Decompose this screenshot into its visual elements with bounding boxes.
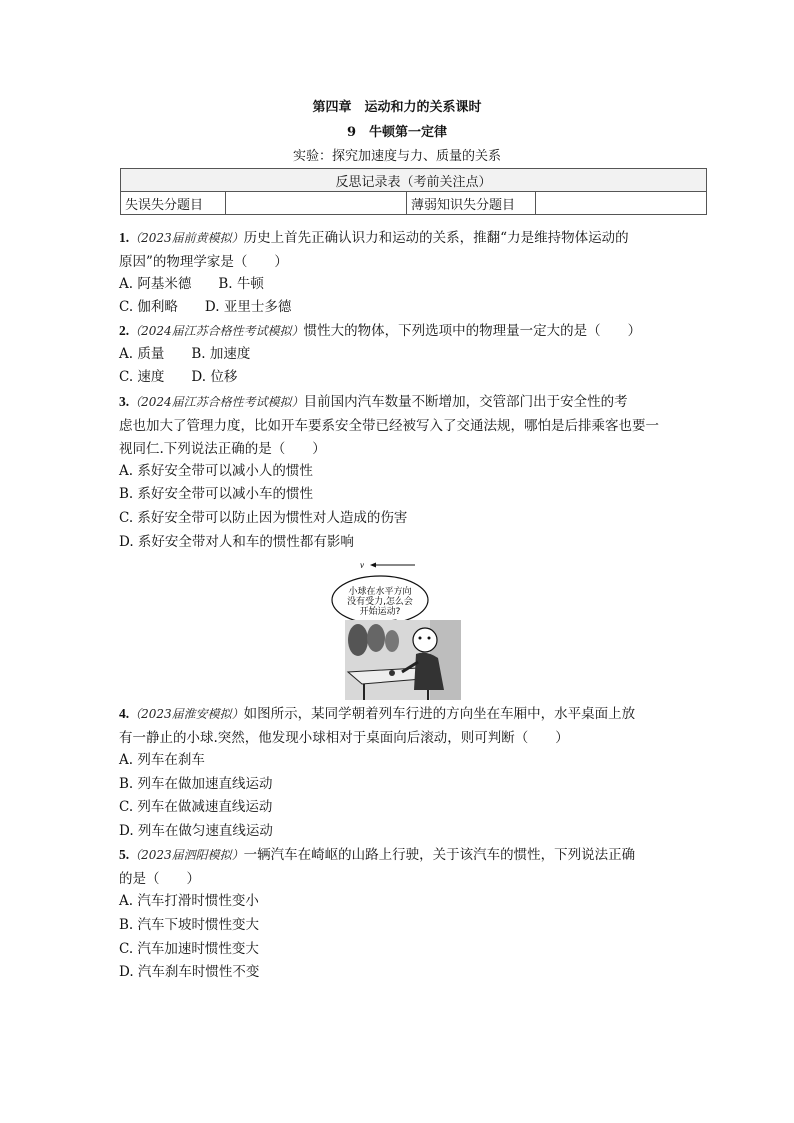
question-stem: 历史上首先正确认识力和运动的关系，推翻“力是维持物体运动的 bbox=[243, 230, 629, 246]
question-2 bbox=[119, 319, 689, 344]
train-cartoon-figure bbox=[330, 558, 465, 700]
question-5 bbox=[119, 843, 689, 891]
question-stem-cont: 虑也加大了管理力度，比如开车要系安全带已经被写入了交通法规，哪怕是后排乘客也要一 bbox=[119, 417, 659, 434]
tree-icon bbox=[367, 624, 385, 652]
student-eye bbox=[419, 637, 422, 640]
q3-option-a[interactable]: A. 系好安全带可以减小人的惯性 bbox=[119, 463, 313, 479]
bubble-line-2: 没有受力,怎么会 bbox=[347, 597, 413, 607]
question-stem: 一辆汽车在崎岖的山路上行驶，关于该汽车的惯性，下列说法正确 bbox=[243, 847, 636, 863]
tree-icon bbox=[385, 630, 399, 652]
question-1 bbox=[119, 226, 689, 274]
student-head bbox=[413, 628, 437, 652]
q3-option-c[interactable]: C. 系好安全带可以防止因为惯性对人造成的伤害 bbox=[119, 510, 408, 526]
q3-option-d[interactable]: D. 系好安全带对人和车的惯性都有影响 bbox=[119, 534, 354, 550]
question-source: （2023届泗阳模拟） bbox=[129, 848, 244, 862]
reflection-col-weak-field[interactable] bbox=[536, 192, 707, 215]
question-number: 2. bbox=[119, 323, 130, 338]
question-stem-cont: 有一静止的小球.突然，他发现小球相对于桌面向后滚动，则可判断（ ） bbox=[119, 729, 569, 746]
q5-option-b[interactable]: B. 汽车下坡时惯性变大 bbox=[119, 917, 260, 933]
q5-option-a[interactable]: A. 汽车打滑时惯性变小 bbox=[119, 893, 259, 909]
bubble-line-3: 开始运动? bbox=[359, 607, 401, 617]
reflection-table bbox=[120, 168, 707, 215]
reflection-table-title: 反思记录表（考前关注点） bbox=[121, 169, 707, 192]
question-stem-cont: 原因”的物理学家是（ ） bbox=[119, 253, 288, 270]
reflection-col-mistakes-field[interactable] bbox=[226, 192, 407, 215]
reflection-col-mistakes-label: 失误失分题目 bbox=[121, 192, 226, 215]
question-number: 5. bbox=[119, 847, 130, 862]
ball-icon bbox=[389, 670, 395, 676]
lesson-title: 9 牛顿第一定律 bbox=[346, 125, 448, 140]
q1-options-row2[interactable]: C. 伽利略 D. 亚里士多德 bbox=[119, 299, 292, 315]
question-stem-cont: 的是（ ） bbox=[119, 870, 200, 887]
tree-icon bbox=[348, 624, 368, 656]
question-number: 1. bbox=[119, 230, 130, 245]
velocity-label: v bbox=[360, 560, 364, 570]
question-stem-cont: 视同仁.下列说法正确的是（ ） bbox=[119, 441, 326, 457]
velocity-arrowhead-icon bbox=[370, 563, 376, 568]
question-stem: 目前国内汽车数量不断增加，交管部门出于安全性的考 bbox=[303, 394, 628, 410]
q5-option-d[interactable]: D. 汽车刹车时惯性不变 bbox=[119, 964, 260, 980]
q4-option-b[interactable]: B. 列车在做加速直线运动 bbox=[119, 776, 273, 792]
experiment-title: 实验：探究加速度与力、质量的关系 bbox=[292, 149, 501, 164]
q4-option-d[interactable]: D. 列车在做匀速直线运动 bbox=[119, 823, 273, 839]
question-number: 4. bbox=[119, 706, 130, 721]
q2-options-row1[interactable]: A. 质量 B. 加速度 bbox=[119, 346, 251, 362]
bubble-line-1: 小球在水平方向 bbox=[348, 587, 412, 597]
chapter-title: 第四章 运动和力的关系课时 bbox=[312, 100, 482, 115]
question-source: （2024届江苏合格性考试模拟） bbox=[129, 395, 304, 409]
q4-option-a[interactable]: A. 列车在刹车 bbox=[119, 752, 205, 768]
question-stem: 惯性大的物体，下列选项中的物理量一定大的是（ ） bbox=[303, 323, 642, 339]
student-eye bbox=[428, 637, 431, 640]
q2-options-row2[interactable]: C. 速度 D. 位移 bbox=[119, 369, 238, 385]
question-source: （2023届淮安模拟） bbox=[129, 707, 244, 721]
q4-option-c[interactable]: C. 列车在做减速直线运动 bbox=[119, 799, 273, 815]
q1-options-row1[interactable]: A. 阿基米德 B. 牛顿 bbox=[119, 276, 264, 292]
question-stem: 如图所示，某同学朝着列车行进的方向坐在车厢中，水平桌面上放 bbox=[243, 706, 636, 722]
q5-option-c[interactable]: C. 汽车加速时惯性变大 bbox=[119, 941, 259, 957]
question-number: 3. bbox=[119, 394, 130, 409]
question-4 bbox=[119, 702, 689, 750]
reflection-col-weak-label: 薄弱知识失分题目 bbox=[407, 192, 536, 215]
q3-option-b[interactable]: B. 系好安全带可以减小车的惯性 bbox=[119, 486, 314, 502]
question-source: （2023届前黄模拟） bbox=[129, 231, 244, 245]
question-3 bbox=[119, 390, 689, 462]
question-source: （2024届江苏合格性考试模拟） bbox=[129, 324, 304, 338]
